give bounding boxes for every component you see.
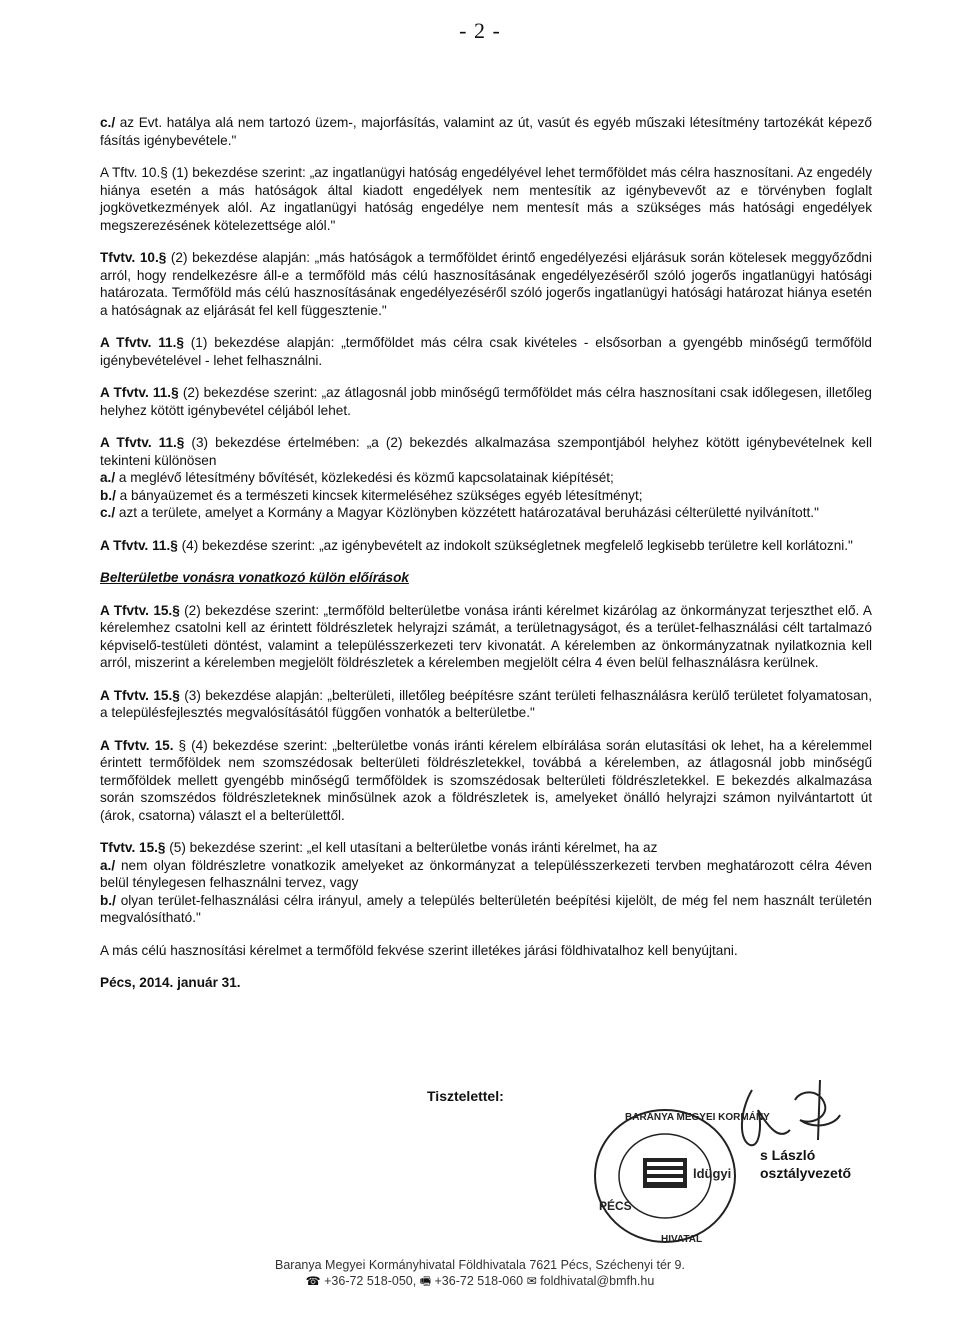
section-ref: A Tfvtv. 11.§: [100, 385, 179, 400]
date-line: Pécs, 2014. január 31.: [100, 975, 241, 990]
paragraph-text: azt a területe, amelyet a Kormány a Magyar Közlönyben közzétett határozatával beruházási célterületté nyilvánított.": [115, 505, 819, 520]
official-seal-icon: [585, 1100, 770, 1250]
section-ref: A Tfvtv. 11.§: [100, 537, 178, 553]
section-heading: Belterületbe vonásra vonatkozó külön előírások: [100, 570, 409, 585]
paragraph-tfvtv-11-2: [100, 384, 872, 419]
paragraph-text: a meglévő létesítmény bővítését, közlekedési és közmű kapcsolatainak kiépítését;: [115, 470, 614, 485]
list-item-a: [100, 857, 872, 892]
paragraph-tfvtv-11-3: [100, 434, 872, 469]
list-item-a: [100, 469, 872, 487]
paragraph-tfvtv-15-3: [100, 687, 872, 722]
section-ref: A Tfvtv. 15.: [100, 737, 174, 753]
paragraph-text: (2) bekezdése szerint: „az átlagosnál jobb minőségű termőföldet más célra hasznosítani csak időlegesen, illetőleg helyhez kötött igénybevétel céljából lehet.: [100, 385, 872, 418]
signer-title: osztályvezető: [760, 1165, 852, 1181]
paragraph-text: (5) bekezdése szerint: „el kell utasítani a belterületbe vonás iránti kérelmet, ha az: [165, 840, 658, 855]
email-icon: ✉: [526, 1274, 537, 1288]
signer-name: s László: [760, 1147, 816, 1163]
paragraph-text: (2) bekezdése alapján: „más hatóságok a termőföldet érintő engedélyezési eljárásuk során kötelesek meggyőződni arról, hogy rendelkezésre áll-e a termőföld más célú hasznosításának engedélyezéséről szóló jogerős ingatlanügyi hatósági határozata. Termőföld más célú hasznosításának engedélyezéséről szóló jogerős ingatlanügyi hatósági határozat hiánya esetén a hatóságnak az eljárását fel kell függesztenie.": [100, 250, 872, 318]
seal-bottom-text: PÉCS: [599, 1199, 632, 1213]
footer: [0, 1257, 960, 1289]
paragraph-tfvtv-11-1: [100, 334, 872, 369]
section-ref: A Tfvtv. 15.§: [100, 687, 180, 703]
document-body: [100, 114, 872, 1007]
item-label: b./: [100, 487, 116, 503]
list-item-c: [100, 504, 872, 522]
paragraph-c: [100, 114, 872, 149]
paragraph-text: (2) bekezdése szerint: „termőföld belterületbe vonása iránti kérelmet kizárólag az önkormányzat terjeszthet elő. A kérelemhez csatolni kell az érintett földrészletek helyrajzi számát, a területnagyságot, és a terület-felhasználási célt tartalmazó képviselő-testületi döntést, valamint a településszerkezeti terv kivonatát. A kérelemben az önkormányzatnak nyilatkoznia kell arról, miszerint a kérelemben megjelölt földrészletek a kérelemben megjelölt célra 4 éven belül felhasználásra kerülnek.: [100, 602, 872, 670]
phone-icon: ☎: [305, 1274, 321, 1288]
seal-inner-text: ldügyi: [693, 1166, 732, 1181]
fax-icon: 🖷: [419, 1274, 432, 1288]
section-ref: Tfvtv. 10.§: [100, 250, 167, 265]
seal-side-text: HIVATAL: [661, 1234, 703, 1245]
signer-block: [760, 1146, 851, 1182]
paragraph-tfvtv-15-4: [100, 737, 872, 825]
paragraph-text: a bányaüzemet és a természeti kincsek kitermeléséhez szükséges egyéb létesítményt;: [115, 487, 643, 503]
item-label: c./: [100, 115, 116, 130]
paragraph-tfvtv-10-2: [100, 249, 872, 319]
section-ref: A Tfvtv. 15.§: [100, 602, 180, 618]
paragraph-text: (3) bekezdése értelmében: „a (2) bekezdés alkalmazása szempontjából helyhez kötött igénybevételnek kell tekinteni különösen: [100, 435, 872, 468]
section-ref: Tfvtv. 15.§: [100, 840, 166, 855]
seal-top-text: BARANYA MEGYEI KORMÁNY: [625, 1112, 770, 1123]
paragraph-text: nem olyan földrészletre vonatkozik amelyeket az önkormányzat a településszerkezeti tervben meghatározott célra 4éven belül ténylegesen felhasználni tervez, vagy: [100, 857, 872, 890]
paragraph-text: (3) bekezdése alapján: „belterületi, illetőleg beépítésre szánt területi felhasználásra kerülő területet folyamatosan, a településfejlesztés megvalósításától függően vonhatók a belterületbe.": [100, 687, 872, 720]
footer-address: Baranya Megyei Kormányhivatal Földhivatala 7621 Pécs, Széchenyi tér 9.: [275, 1258, 685, 1272]
list-item-b: [100, 487, 872, 505]
paragraph-text: (4) bekezdése szerint: „az igénybevételt az indokolt szükségletnek megfelelő legkisebb területre kell korlátozni.": [177, 537, 853, 553]
section-ref: A Tfvtv. 11.§: [100, 435, 185, 450]
item-label: a./: [100, 857, 116, 873]
item-label: b./: [100, 892, 116, 908]
greeting: Tisztelettel:: [427, 1088, 504, 1104]
paragraph-tfvtv-15-5: [100, 839, 872, 857]
footer-fax: +36-72 518-060: [434, 1274, 524, 1288]
paragraph-tftv-10-1: [100, 164, 872, 234]
section-ref: A Tfvtv. 11.§: [100, 335, 184, 350]
footer-email: foldhivatal@bmfh.hu: [540, 1274, 655, 1288]
paragraph-text: olyan terület-felhasználási célra irányul, amely a település belterületén beépítési kijelölt, de még fel nem használt területén megvalósítható.": [100, 892, 872, 925]
page-number: - 2 -: [459, 18, 501, 43]
item-label: a./: [100, 470, 116, 485]
paragraph-text: A más célú hasznosítási kérelmet a termőföld fekvése szerint illetékes járási földhivatalhoz kell benyújtani.: [100, 942, 738, 958]
paragraph-tfvtv-11-4: [100, 537, 872, 555]
footer-contacts: [0, 1273, 960, 1289]
paragraph-text: az Evt. hatálya alá nem tartozó üzem-, majorfásítás, valamint az út, vasút és egyéb műszaki létesítmény tartozékát képező fásítás igénybevétele.": [100, 115, 872, 148]
paragraph-tfvtv-15-2: [100, 602, 872, 672]
paragraph-submission: [100, 942, 872, 960]
paragraph-text: § (4) bekezdése szerint: „belterületbe vonás iránti kérelem elbírálása során elutasítási ok lehet, ha a kérelemmel érintett termőföldek nem szomszédosak belterületi földrészletekkel, továbbá a kérelemben, az átlagosnál jobb minőségű termőföldek mellett gyengébb minőségű termőföldek is szomszédosak belterületi földrészletekkel. E bekezdés alkalmazása során szomszédos földrészleteknek minősülnek azok a földrészletek is, amelyeket önálló helyrajzi számon nyilvántartott út (árok, csatorna) választ el a belterülettől.: [100, 737, 872, 823]
list-item-b: [100, 892, 872, 927]
paragraph-text: A Tftv. 10.§ (1) bekezdése szerint: „az ingatlanügyi hatóság engedélyével lehet termőföldet más célra hasznosítani. Az engedély hiánya esetén a más hatóságok által kiadott engedélyek nem mentesítik az igénybevevőt az e törvényben foglalt jogkövetkezmények alól. Az ingatlanügyi hatóság engedélye nem mentesít más a szükséges más hatósági engedélyek megszerezésének kötelezettsége alól.": [100, 165, 872, 233]
item-label: c./: [100, 505, 116, 520]
paragraph-text: (1) bekezdése alapján: „termőföldet más célra csak kivételes - elsősorban a gyengébb minőségű termőföld igénybevételével - lehet felhasználni.: [100, 335, 872, 368]
footer-phone: +36-72 518-050,: [324, 1274, 417, 1288]
